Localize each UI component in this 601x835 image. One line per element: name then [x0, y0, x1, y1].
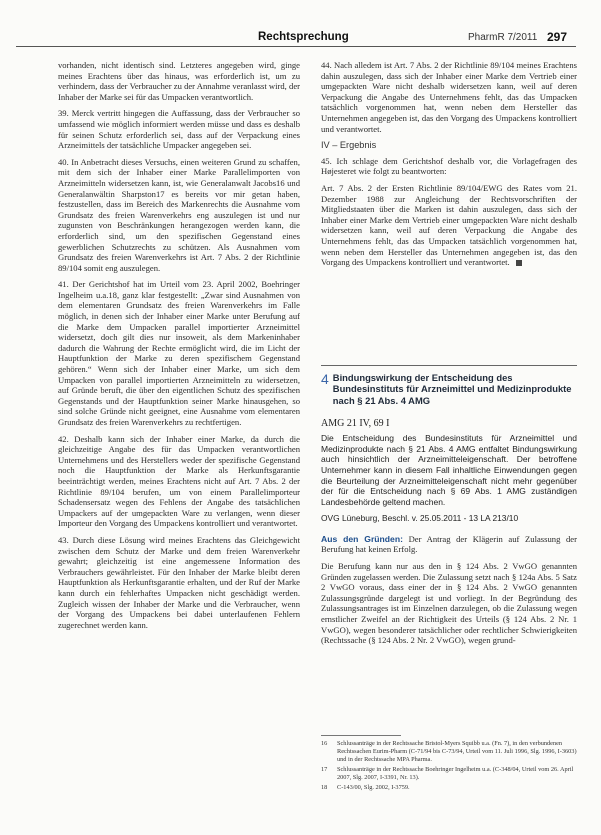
paragraph: [321, 534, 577, 555]
footnote-number: 17: [321, 766, 328, 774]
article-title-text: Bindungswirkung der Entscheidung des Bundesinstituts für Arzneimittel und Medizinprodukte nach § 21 Abs. 4 AMG: [332, 372, 572, 406]
paragraph: 39. Merck vertritt hingegen die Auffassung, dass der Verbraucher so umfassend wie möglich informiert werden müsse und dass es deshalb für seinen Schutz erforderlich sei, dass auf der Verpackung eines Arzneimittels der tatsächliche Umpacker angegeben sei.: [58, 108, 300, 151]
footnote-number: 16: [321, 740, 328, 747]
paragraph: vorhanden, nicht identisch sind. Letzteres angegeben wird, ginge meines Erachtens über das hinaus, was erforderlich ist, um zu verhindern, dass der Verbraucher zu der Annahme veranlasst wird, der Inhaber der Marke sei für das Umpacken verantwortlich.: [58, 60, 300, 102]
paragraph: [321, 183, 577, 268]
grounds-label: Aus den Gründen:: [321, 533, 403, 544]
article-title: [321, 372, 577, 406]
footnote-text: C-143/00, Slg. 2002, I-3759.: [337, 784, 410, 792]
page-number: 297: [547, 30, 568, 44]
header-divider: [16, 46, 576, 47]
article-number: 4: [321, 371, 329, 387]
statute-reference: AMG 21 IV, 69 I: [321, 418, 390, 430]
paragraph: 40. In Anbetracht dieses Versuchs, einen weiteren Grund zu schaffen, mit dem sich der Inhaber einer Marke Parallelimporten von Arzneimitteln widersetzen kann, ist, wie Generalanwalt Jacobs16 und Generalanwältin Sharpston17 es bereits vor mir getan haben, festzustellen, dass im Bereich des Markenrechts die Ausnahme vom Grundsatz des freien Warenverkehrs eng auszulegen ist und nur zugunsten von Beschränkungen herangezogen werden kann, die erforderlich sind, um den spezifischen Gegenstand eines gewerblichen Schutzrechts zu schützen. Als Ausnahmen vom Grundsatz des freien Warenverkehrs ist Art. 7 Abs. 2 der Richtlinie 89/104 somit eng auszulegen.: [58, 156, 300, 273]
right-column: [321, 60, 577, 274]
grounds-body: [321, 534, 577, 646]
court-citation: OVG Lüneburg, Beschl. v. 25.05.2011 - 13 LA 213/10: [321, 513, 519, 524]
paragraph-text: Der Antrag der Klägerin auf Zulassung der Berufung hat keinen Erfolg.: [321, 533, 577, 555]
paragraph-text: Art. 7 Abs. 2 der Ersten Richtlinie 89/104/EWG des Rates vom 21. Dezember 1988 zur Angleichung der Rechtsvorschriften der Mitgliedstaaten über die Marken ist dahin auszulegen, dass sich der Inhaber einer Marke dem Vertrieb einer umgepackten Ware nicht deshalb widersetzen kann, weil auf deren Verpackung die Angabe des Unternehmens fehlt, das das Umpacken tatsächlich vorgenommen hat, wenn neben dem Hersteller das Unternehmen angegeben ist, das den Vorgang des Umpackens kontrolliert und verantwortet.: [321, 182, 577, 268]
article-section-4: [321, 365, 577, 652]
publication-issue: PharmR 7/2011: [468, 32, 538, 43]
section-divider: [321, 365, 577, 366]
paragraph: 43. Durch diese Lösung wird meines Erachtens das Gleichgewicht zwischen dem Schutz der Marke und dem freien Warenverkehr gewahrt; gleichzeitig ist eine angemessene Information des Verbrauchers gewährleistet. Für den Inhaber der Marke bleibt deren Hauptfunktion als Herkunftsgarantie erhalten, und der Ruf der Marke kann durch ein fehlerhaftes Umpacken nicht geschädigt werden. Zugleich wissen der Inhaber der Marke und die Verbraucher, wenn der Vorgang des Umpackens bei dabei unterlaufenen Fehlern zugerechnet werden kann.: [58, 534, 300, 630]
left-column: [58, 60, 300, 636]
end-of-article-mark: [516, 260, 522, 266]
footnote: [321, 784, 577, 792]
footnote-text: Schlussanträge in der Rechtssache Bristol-Myers Squibb u.a. (Fn. 7), in den verbundenen Rechtssachen Eurim-Pharm (C-71/94 bis C-73/94, Urteil vom 11. Juli 1996, Slg. 1996, I-3603) und in der Rechtssache MPA Pharma.: [337, 740, 577, 764]
paragraph: 44. Nach alledem ist Art. 7 Abs. 2 der Richtlinie 89/104 meines Erachtens dahin auszulegen, dass sich der Inhaber einer Marke dem Vertrieb einer umgepackten Ware nicht deshalb widersetzen kann, weil auf deren Verpackung die Angabe des Unternehmens fehlt, das das Umpacken tatsächlich vorgenommen hat, wenn neben dem Hersteller das Unternehmen angegeben ist, das den Vorgang des Umpackens kontrolliert und verantwortet.: [321, 60, 577, 134]
footnote-number: 18: [321, 784, 328, 792]
paragraph: Die Berufung kann nur aus den in § 124 Abs. 2 VwGO genannten Gründen zugelassen werden. Die Zulassung setzt nach § 124a Abs. 5 Satz 2 VwGO voraus, dass einer der in § 124 Abs. 2 VwGO genannten Zulassungsgründe dargelegt ist und vorliegt. In der Begründung des Zulassungsantrages ist im Einzelnen darzulegen, ob die Zulassung wegen ernstlicher Zweifel an der Richtigkeit des Urteils (§ 124 Abs. 2 Nr. 1 VwGO), wegen besonderer tatsächlicher oder rechtlicher Schwierigkeiten (Rechtssache (§ 124 Abs. 2 Nr. 2 VwGO), wegen grund-: [321, 560, 577, 646]
footnote-divider: [321, 735, 401, 736]
section-title: Rechtsprechung: [258, 31, 349, 43]
paragraph: 41. Der Gerichtshof hat im Urteil vom 23. April 2002, Boehringer Ingelheim u.a.18, ganz klar festgestellt: „Zwar sind Ausnahmen von dem elementaren Grundsatz des freien Warenverkehrs im Falle möglich, in denen sich der Inhaber einer Marke unter Berufung auf die Marke dem Umpacken parallel importierter Arzneimittel widersetzt, doch gilt dies nur insoweit, als dem Markeninhaber dadurch die Wahrung der Rechte ermöglicht wird, die im Licht der Hauptfunktion der Marke zu deren spezifischem Gegenstand gehören.“ Wenn sich der Inhaber einer Marke, um sich dem Umpacken von parallel importierten Arzneimitteln zu widersetzen, auf Gründe beruft, die über den eigentlichen Schutz des spezifischen Gegenstands und der Hauptfunktion seiner Marke hinausgehen, so sind solche Gründe nicht geeignet, eine Ausnahme vom elementaren Grundsatz des freien Warenverkehrs zu rechtfertigen.: [58, 279, 300, 427]
footnote: [321, 766, 577, 782]
footnote: [321, 740, 577, 764]
footnotes: [321, 740, 577, 795]
headnote: Die Entscheidung des Bundesinstituts für Arzneimittel und Medizinprodukte nach § 21 Abs. 4 AMG entfaltet Bindungswirkung auch hinsichtlich der Arzneimitteleigenschaft. Der betroffene Unternehmer kann in diesem Fall inhaltliche Einwendungen gegen die Beurteilung der Arzneimitteleigenschaft nicht mehr gegenüber der für die Entscheidung nach § 69 Abs. 1 AMG zuständigen Landesbehörde geltend machen.: [321, 433, 577, 507]
footnote-text: Schlussanträge in der Rechtssache Boehringer Ingelheim u.a. (C-348/04, Urteil vom 26. April 2007, Slg. 2007, I-3391, Nr. 13).: [337, 766, 574, 782]
paragraph: 45. Ich schlage dem Gerichtshof deshalb vor, die Vorlagefragen des Højesteret wie folgt zu beantworten:: [321, 155, 577, 177]
section-heading: IV – Ergebnis: [321, 140, 377, 151]
paragraph: 42. Deshalb kann sich der Inhaber einer Marke, da durch die gleichzeitige Angabe des für das Umpacken verantwortlichen Unternehmens und des Herstellers weder der spezifische Gegenstand noch die Hauptfunktion der Marke als Herkunftsgarantie beeinträchtigt werden, meines Erachtens nicht auf Art. 7 Abs. 2 der Richtlinie 89/104 berufen, um von einem Parallelimporteur Schadensersatz wegen des Fehlens der Angabe des tatsächlichen Umpackers auf der umgepackten Ware zu verlangen, wenn dieser Importeur den Vorgang des Umpackens kontrolliert und verantwortet.: [58, 433, 300, 529]
